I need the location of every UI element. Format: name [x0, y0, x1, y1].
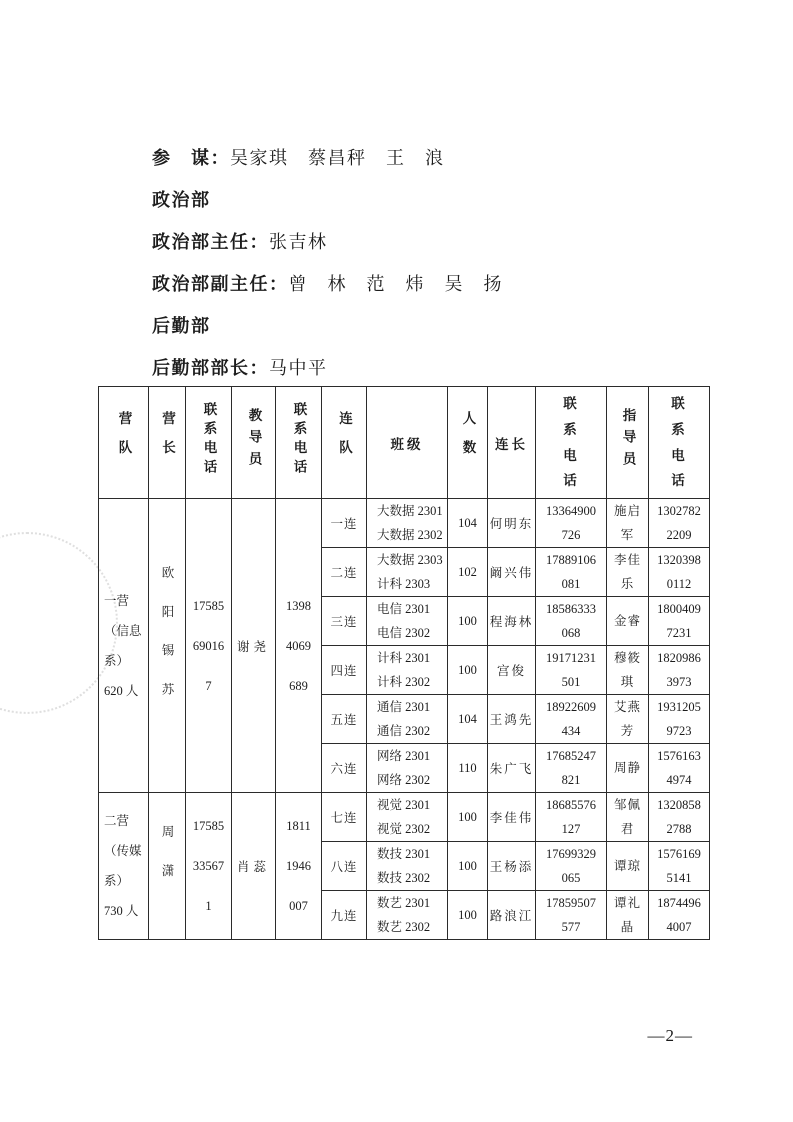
company-leader-cell: 程海林	[488, 597, 536, 646]
headcount-cell: 100	[448, 891, 488, 940]
company-cell: 一连	[322, 499, 367, 548]
counselor-phone-cell: 1820986 3973	[649, 646, 710, 695]
company-leader-phone-cell: 17889106 081	[536, 548, 607, 597]
staff-names: 马中平	[269, 358, 328, 378]
staff-label: 后勤部	[152, 316, 211, 336]
company-leader-phone-cell: 13364900 726	[536, 499, 607, 548]
battalion-leader-phone-cell: 17585 69016 7	[186, 499, 232, 793]
company-leader-phone-cell: 19171231 501	[536, 646, 607, 695]
counselor-cell: 邹佩 君	[607, 793, 649, 842]
counselor-phone-cell: 1931205 9723	[649, 695, 710, 744]
battalion-leader-cell: 周潇	[149, 793, 186, 940]
counselor-cell: 金睿	[607, 597, 649, 646]
headcount-cell: 100	[448, 842, 488, 891]
staff-line-zhengzhibu	[152, 186, 503, 228]
instructor-phone-cell: 1398 4069 689	[276, 499, 322, 793]
counselor-phone-cell: 1302782 2209	[649, 499, 710, 548]
company-leader-cell: 宫俊	[488, 646, 536, 695]
headcount-cell: 110	[448, 744, 488, 793]
headcount-cell: 104	[448, 499, 488, 548]
table-row	[99, 793, 710, 842]
staff-label: 政治部主任：	[152, 232, 269, 252]
company-leader-phone-cell: 17685247 821	[536, 744, 607, 793]
counselor-phone-cell: 1576169 5141	[649, 842, 710, 891]
company-leader-phone-cell: 18922609 434	[536, 695, 607, 744]
company-leader-phone-cell: 18586333 068	[536, 597, 607, 646]
company-leader-phone-cell: 17859507 577	[536, 891, 607, 940]
counselor-cell: 周静	[607, 744, 649, 793]
company-leader-phone-cell: 17699329 065	[536, 842, 607, 891]
company-leader-cell: 李佳伟	[488, 793, 536, 842]
col-header-liandui: 连队	[322, 387, 367, 499]
page-number: —2—	[647, 1026, 693, 1045]
staff-label: 政治部	[152, 190, 211, 210]
staff-names: 曾 林 范 炜 吴 扬	[288, 274, 503, 294]
col-header-jiaodaoyuan: 教导员	[232, 387, 276, 499]
company-cell: 四连	[322, 646, 367, 695]
class-cell: 网络 2301 网络 2302	[367, 744, 448, 793]
col-header-lianzhang: 连长	[488, 387, 536, 499]
company-leader-cell: 朱广飞	[488, 744, 536, 793]
col-header-zhidaoyuan: 指导员	[607, 387, 649, 499]
counselor-cell: 李佳 乐	[607, 548, 649, 597]
staff-list	[152, 144, 503, 396]
battalion-leader-phone-cell: 17585 33567 1	[186, 793, 232, 940]
counselor-phone-cell: 1800409 7231	[649, 597, 710, 646]
staff-line-houqinbu	[152, 312, 503, 354]
col-header-lianxidianhua-4: 联系电话	[649, 387, 710, 499]
table-row	[99, 499, 710, 548]
class-cell: 计科 2301 计科 2302	[367, 646, 448, 695]
staff-line-zhengzhibu-fuzhuren	[152, 270, 503, 312]
col-header-lianxidianhua-3: 联系电话	[536, 387, 607, 499]
company-leader-cell: 何明东	[488, 499, 536, 548]
class-cell: 大数据 2303 计科 2303	[367, 548, 448, 597]
company-cell: 三连	[322, 597, 367, 646]
company-cell: 二连	[322, 548, 367, 597]
class-cell: 电信 2301 电信 2302	[367, 597, 448, 646]
company-cell: 八连	[322, 842, 367, 891]
company-cell: 六连	[322, 744, 367, 793]
class-cell: 数艺 2301 数艺 2302	[367, 891, 448, 940]
table-header-row	[99, 387, 710, 499]
company-leader-cell: 阚兴伟	[488, 548, 536, 597]
col-header-banji: 班级	[367, 387, 448, 499]
headcount-cell: 100	[448, 646, 488, 695]
battalion-roster-table	[98, 386, 710, 940]
class-cell: 通信 2301 通信 2302	[367, 695, 448, 744]
battalion-cell: 一营 （信息 系） 620 人	[99, 499, 149, 793]
company-leader-phone-cell: 18685576 127	[536, 793, 607, 842]
headcount-cell: 100	[448, 793, 488, 842]
col-header-lianxidianhua-1: 联系电话	[186, 387, 232, 499]
col-header-yingzhang: 营长	[149, 387, 186, 499]
counselor-phone-cell: 1320858 2788	[649, 793, 710, 842]
staff-label: 后勤部部长：	[152, 358, 269, 378]
counselor-cell: 施启 军	[607, 499, 649, 548]
company-cell: 九连	[322, 891, 367, 940]
col-header-lianxidianhua-2: 联系电话	[276, 387, 322, 499]
battalion-leader-cell: 欧阳锡苏	[149, 499, 186, 793]
company-cell: 七连	[322, 793, 367, 842]
counselor-cell: 穆筱 琪	[607, 646, 649, 695]
battalion-cell: 二营 （传媒 系） 730 人	[99, 793, 149, 940]
company-leader-cell: 路浪江	[488, 891, 536, 940]
instructor-cell: 谢尧	[232, 499, 276, 793]
company-cell: 五连	[322, 695, 367, 744]
counselor-phone-cell: 1320398 0112	[649, 548, 710, 597]
company-leader-cell: 王鸿先	[488, 695, 536, 744]
staff-label: 参 谋：	[152, 148, 230, 168]
counselor-phone-cell: 1576163 4974	[649, 744, 710, 793]
instructor-cell: 肖蕊	[232, 793, 276, 940]
class-cell: 大数据 2301 大数据 2302	[367, 499, 448, 548]
counselor-cell: 艾燕 芳	[607, 695, 649, 744]
counselor-phone-cell: 1874496 4007	[649, 891, 710, 940]
class-cell: 数技 2301 数技 2302	[367, 842, 448, 891]
company-leader-cell: 王杨添	[488, 842, 536, 891]
staff-label: 政治部副主任：	[152, 274, 289, 294]
col-header-renshu: 人数	[448, 387, 488, 499]
headcount-cell: 104	[448, 695, 488, 744]
staff-names: 张吉林	[269, 232, 328, 252]
headcount-cell: 100	[448, 597, 488, 646]
instructor-phone-cell: 1811 1946 007	[276, 793, 322, 940]
staff-line-zhengzhibu-zhuren	[152, 228, 503, 270]
counselor-cell: 谭礼 晶	[607, 891, 649, 940]
staff-names: 吴家琪 蔡昌秤 王 浪	[230, 148, 445, 168]
staff-line-canmou	[152, 144, 503, 186]
counselor-cell: 谭琼	[607, 842, 649, 891]
class-cell: 视觉 2301 视觉 2302	[367, 793, 448, 842]
headcount-cell: 102	[448, 548, 488, 597]
col-header-yingdui: 营队	[99, 387, 149, 499]
